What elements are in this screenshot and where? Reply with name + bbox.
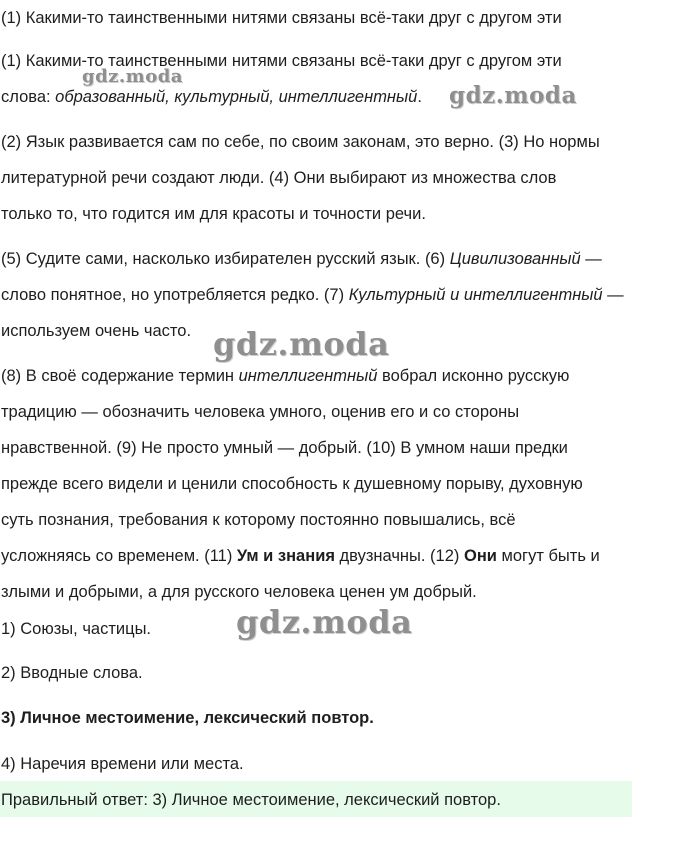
italic-words: образованный, культурный, интеллигентный (55, 88, 418, 106)
paragraph-4-line-6 (1, 538, 677, 574)
correct-answer-text: Правильный ответ: 3) Личное местоимение, лексический повтор. (1, 791, 501, 809)
text-run: вобрал исконно русскую (377, 367, 570, 385)
italic-word: Цивилизованный (449, 250, 581, 268)
text-run: (8) В своё содержание термин (1, 367, 239, 385)
paragraph-4-line-3: нравственной. (9) Не просто умный — добрый. (10) В умном наши предки (1, 439, 568, 457)
option-4: 4) Наречия времени или места. (1, 755, 244, 773)
watermark-logo: gdz.moda (449, 82, 577, 109)
paragraph-1-line-1: (1) Какими-то таинственными нитями связаны всё-таки друг с другом эти (1, 52, 562, 70)
option-1: 1) Союзы, частицы. (1, 620, 152, 638)
paragraph-4-line-2: традицию — обозначить человека умного, оценив его и со стороны (1, 403, 520, 421)
text-run: могут быть и (496, 547, 600, 565)
paragraph-3-line-3: используем очень часто. (1, 322, 192, 340)
paragraph-3-line-1 (1, 241, 677, 277)
paragraph-4 (1, 358, 677, 610)
text-run: слова: (1, 88, 56, 106)
italic-words: Культурный и интеллигентный (348, 286, 603, 304)
text-run: слово понятное, но употребляется редко. (7) (1, 286, 349, 304)
watermark-logo: gdz.moda (236, 603, 413, 641)
text-run: — (580, 250, 602, 268)
bold-word: Они (464, 547, 497, 565)
paragraph-4-line-7: злыми и добрыми, а для русского человека ценен ум добрый. (1, 583, 477, 601)
paragraph-2-line-2: литературной речи создают люди. (4) Они выбирают из множества слов (1, 169, 557, 187)
paragraph-4-line-1 (1, 358, 677, 394)
paragraph-4-line-4: прежде всего видели и ценили способность к душевному порыву, духовную (1, 475, 583, 493)
text-run: — (602, 286, 624, 304)
watermark-logo: gdz.moda (213, 325, 390, 363)
paragraph-2-line-1: (2) Язык развивается сам по себе, по своим законам, это верно. (3) Но нормы (1, 133, 600, 151)
header-line: (1) Какими-то таинственными нитями связаны всё-таки друг с другом эти (1, 9, 562, 27)
option-3-correct: 3) Личное местоимение, лексический повтор. (1, 709, 374, 727)
paragraph-3-line-2 (1, 277, 677, 313)
text-run: двузначны. (12) (334, 547, 464, 565)
bold-words: Ум и знания (236, 547, 335, 565)
text-run: . (417, 88, 422, 106)
text-run: (5) Судите сами, насколько избирателен русский язык. (6) (1, 250, 450, 268)
italic-word: интеллигентный (238, 367, 378, 385)
watermark-logo: gdz.moda (82, 66, 183, 87)
paragraph-2 (1, 124, 677, 232)
paragraph-4-line-5: суть познания, требования к которому постоянно повышались, всё (1, 511, 516, 529)
text-run: усложняясь со временем. (11) (1, 547, 237, 565)
option-2: 2) Вводные слова. (1, 664, 143, 682)
paragraph-2-line-3: только то, что годится им для красоты и точности речи. (1, 205, 426, 223)
